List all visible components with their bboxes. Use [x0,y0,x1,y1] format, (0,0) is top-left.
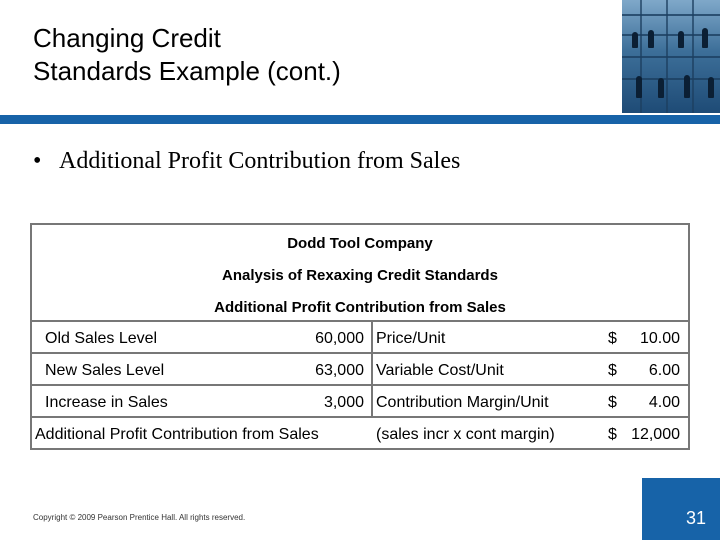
table-total-currency: $ [608,426,617,443]
table-row-currency: $ [608,362,617,379]
table-row-amount: 6.00 [648,362,680,379]
slide-title-line-2: Standards Example (cont.) [33,56,341,86]
bullet-item [33,148,460,175]
table-row-value: 60,000 [315,330,364,347]
table-column-divider [371,320,373,418]
table-row-label: Old Sales Level [45,330,158,347]
table-total-desc: (sales incr x cont margin) [376,426,555,443]
bullet-marker: • [33,148,42,174]
header-photo [622,0,720,113]
bullet-text: Additional Profit Contribution from Sales [59,148,461,174]
table-total-label: Additional Profit Contribution from Sales [35,426,319,443]
table-row-label: Increase in Sales [45,394,168,411]
table-divider [32,352,688,354]
table-row-currency: $ [608,394,617,411]
header-rule [0,115,720,124]
table-heading-company: Dodd Tool Company [287,235,433,252]
table-total-amount: 12,000 [631,426,680,443]
table-row-currency: $ [608,330,617,347]
table-row-value: 3,000 [323,394,364,411]
table-row-label: New Sales Level [45,362,165,379]
table-row-desc: Variable Cost/Unit [376,362,504,379]
table-divider [32,384,688,386]
slide-title-line-1: Changing Credit [33,23,221,53]
analysis-table [30,223,690,450]
slide-title [33,22,593,88]
table-divider [32,416,688,418]
table-row-amount: 10.00 [639,330,680,347]
copyright-text: Copyright © 2009 Pearson Prentice Hall. All rights reserved. [33,513,246,522]
table-row-value: 63,000 [315,362,364,379]
table-row-desc: Price/Unit [376,330,446,347]
table-row-desc: Contribution Margin/Unit [376,394,549,411]
table-heading-subtitle: Additional Profit Contribution from Sales [214,299,506,316]
table-divider [32,320,688,322]
table-row-amount: 4.00 [648,394,680,411]
table-heading-analysis: Analysis of Rexaxing Credit Standards [222,267,498,284]
page-number: 31 [685,508,706,528]
